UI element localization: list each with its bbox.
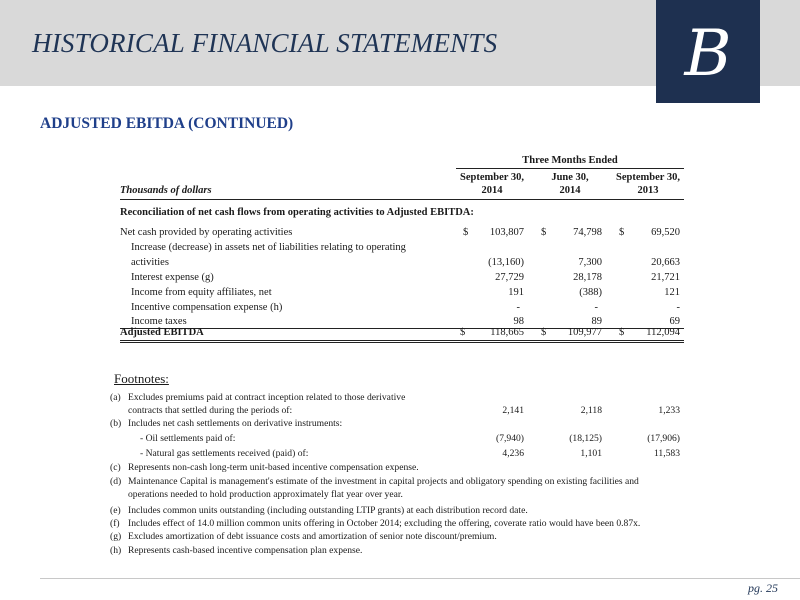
cell-net-cash-col1: 103,807	[489, 227, 524, 238]
currency-symbol: $	[619, 227, 625, 238]
footnote-b-gas-col1: 4,236	[502, 448, 524, 459]
company-logo	[656, 0, 760, 103]
cell-equity-col2: (388)	[579, 287, 602, 298]
page-number: pg. 25	[748, 581, 778, 595]
row-label-taxes: Income taxes	[131, 316, 187, 327]
cell-incentive-col2: -	[594, 302, 598, 313]
cell-taxes-col2: 89	[591, 316, 602, 327]
group-header: Three Months Ended	[522, 155, 618, 166]
footnote-a-line2: contracts that settled during the periods of:	[128, 405, 293, 416]
footnote-d-line2: operations needed to hold production approximately flat year over year.	[128, 489, 403, 500]
footnote-marker-d: (d)	[110, 476, 122, 487]
footnote-b-oil-col3: (17,906)	[647, 433, 680, 444]
row-header-label: Thousands of dollars	[120, 185, 212, 196]
footnote-b-oil-col2: (18,125)	[569, 433, 602, 444]
row-label-increase-line1: Increase (decrease) in assets net of liabilities relating to operating	[131, 242, 406, 253]
svg-text:B: B	[684, 17, 732, 91]
row-label-net-cash: Net cash provided by operating activities	[120, 227, 293, 238]
row-label-interest: Interest expense (g)	[131, 272, 214, 283]
footnote-d-line1: Maintenance Capital is management's estimate of the investment in capital projects and obligatory spending on existing facilities and	[128, 476, 639, 487]
header-rule	[120, 199, 684, 200]
cell-interest-col3: 21,721	[651, 272, 680, 283]
footnote-marker-c: (c)	[110, 462, 121, 473]
cell-interest-col2: 28,178	[573, 272, 602, 283]
currency-symbol: $	[463, 227, 469, 238]
footnote-b-line1: Includes net cash settlements on derivative instruments:	[128, 418, 343, 429]
footnote-b-gas-col3: 11,583	[653, 448, 680, 459]
footnote-f-text: Includes effect of 14.0 million common units offering in October 2014; excluding the offering, coverate ratio would have been 0.87x.	[128, 518, 641, 529]
cell-increase-col2: 7,300	[578, 257, 602, 268]
footnote-c-text: Represents non-cash long-term unit-based incentive compensation expense.	[128, 462, 419, 473]
row-label-adjusted-ebitda: Adjusted EBITDA	[120, 327, 204, 338]
cell-adjusted-col1: 118,665	[490, 327, 524, 338]
col1-header-line2: 2014	[481, 185, 503, 196]
footnote-marker-b: (b)	[110, 418, 122, 429]
footnote-marker-h: (h)	[110, 545, 122, 556]
footnote-marker-f: (f)	[110, 518, 120, 529]
cell-taxes-col1: 98	[513, 316, 524, 327]
footnote-a-col3: 1,233	[658, 405, 680, 416]
footnote-b-oil-label: - Oil settlements paid of:	[140, 433, 236, 444]
footnote-a-col2: 2,118	[580, 405, 602, 416]
currency-symbol: $	[619, 327, 625, 338]
cell-increase-col1: (13,160)	[488, 257, 524, 268]
page-title: HISTORICAL FINANCIAL STATEMENTS	[32, 28, 498, 58]
footnote-a-line1: Excludes premiums paid at contract inception related to those derivative	[128, 392, 406, 403]
footer-divider	[40, 578, 800, 579]
group-header-rule	[456, 168, 684, 169]
col3-header-line2: 2013	[637, 185, 659, 196]
total-rule-1	[120, 340, 684, 341]
row-label-incentive: Incentive compensation expense (h)	[131, 302, 283, 313]
footnote-b-gas-label: - Natural gas settlements received (paid) of:	[140, 448, 309, 459]
footnotes-title: Footnotes:	[114, 371, 169, 386]
col1-header-line1: September 30,	[460, 172, 524, 183]
footnote-marker-a: (a)	[110, 392, 121, 403]
footnote-b-gas-col2: 1,101	[580, 448, 602, 459]
total-rule-2	[120, 342, 684, 343]
footnote-b-oil-col1: (7,940)	[496, 433, 524, 444]
reconciliation-heading: Reconciliation of net cash flows from operating activities to Adjusted EBITDA:	[120, 207, 474, 218]
b-logo-icon	[656, 0, 760, 103]
cell-net-cash-col3: 69,520	[651, 227, 680, 238]
currency-symbol: $	[541, 327, 547, 338]
row-label-increase-line2: activities	[131, 257, 169, 268]
row-label-equity: Income from equity affiliates, net	[131, 287, 272, 298]
col3-header-line1: September 30,	[616, 172, 680, 183]
cell-net-cash-col2: 74,798	[573, 227, 602, 238]
cell-interest-col1: 27,729	[495, 272, 524, 283]
footnote-marker-e: (e)	[110, 505, 121, 516]
footnote-a-col1: 2,141	[502, 405, 524, 416]
currency-symbol: $	[460, 327, 466, 338]
footnote-g-text: Excludes amortization of debt issuance costs and amortization of senior note discount/premium.	[128, 531, 497, 542]
cell-adjusted-col2: 109,977	[567, 327, 602, 338]
footnote-h-text: Represents cash-based incentive compensation plan expense.	[128, 545, 363, 556]
currency-symbol: $	[541, 227, 547, 238]
cell-incentive-col3: -	[676, 302, 680, 313]
col2-header-line2: 2014	[559, 185, 581, 196]
cell-adjusted-col3: 112,094	[646, 327, 680, 338]
footnote-e-text: Includes common units outstanding (including outstanding LTIP grants) at each distribution record date.	[128, 505, 528, 516]
col2-header-line1: June 30,	[551, 172, 589, 183]
cell-equity-col3: 121	[664, 287, 680, 298]
cell-incentive-col1: -	[516, 302, 520, 313]
cell-taxes-col3: 69	[669, 316, 680, 327]
cell-equity-col1: 191	[508, 287, 524, 298]
footnote-marker-g: (g)	[110, 531, 122, 542]
cell-increase-col3: 20,663	[651, 257, 680, 268]
section-title: ADJUSTED EBITDA (CONTINUED)	[40, 115, 294, 132]
